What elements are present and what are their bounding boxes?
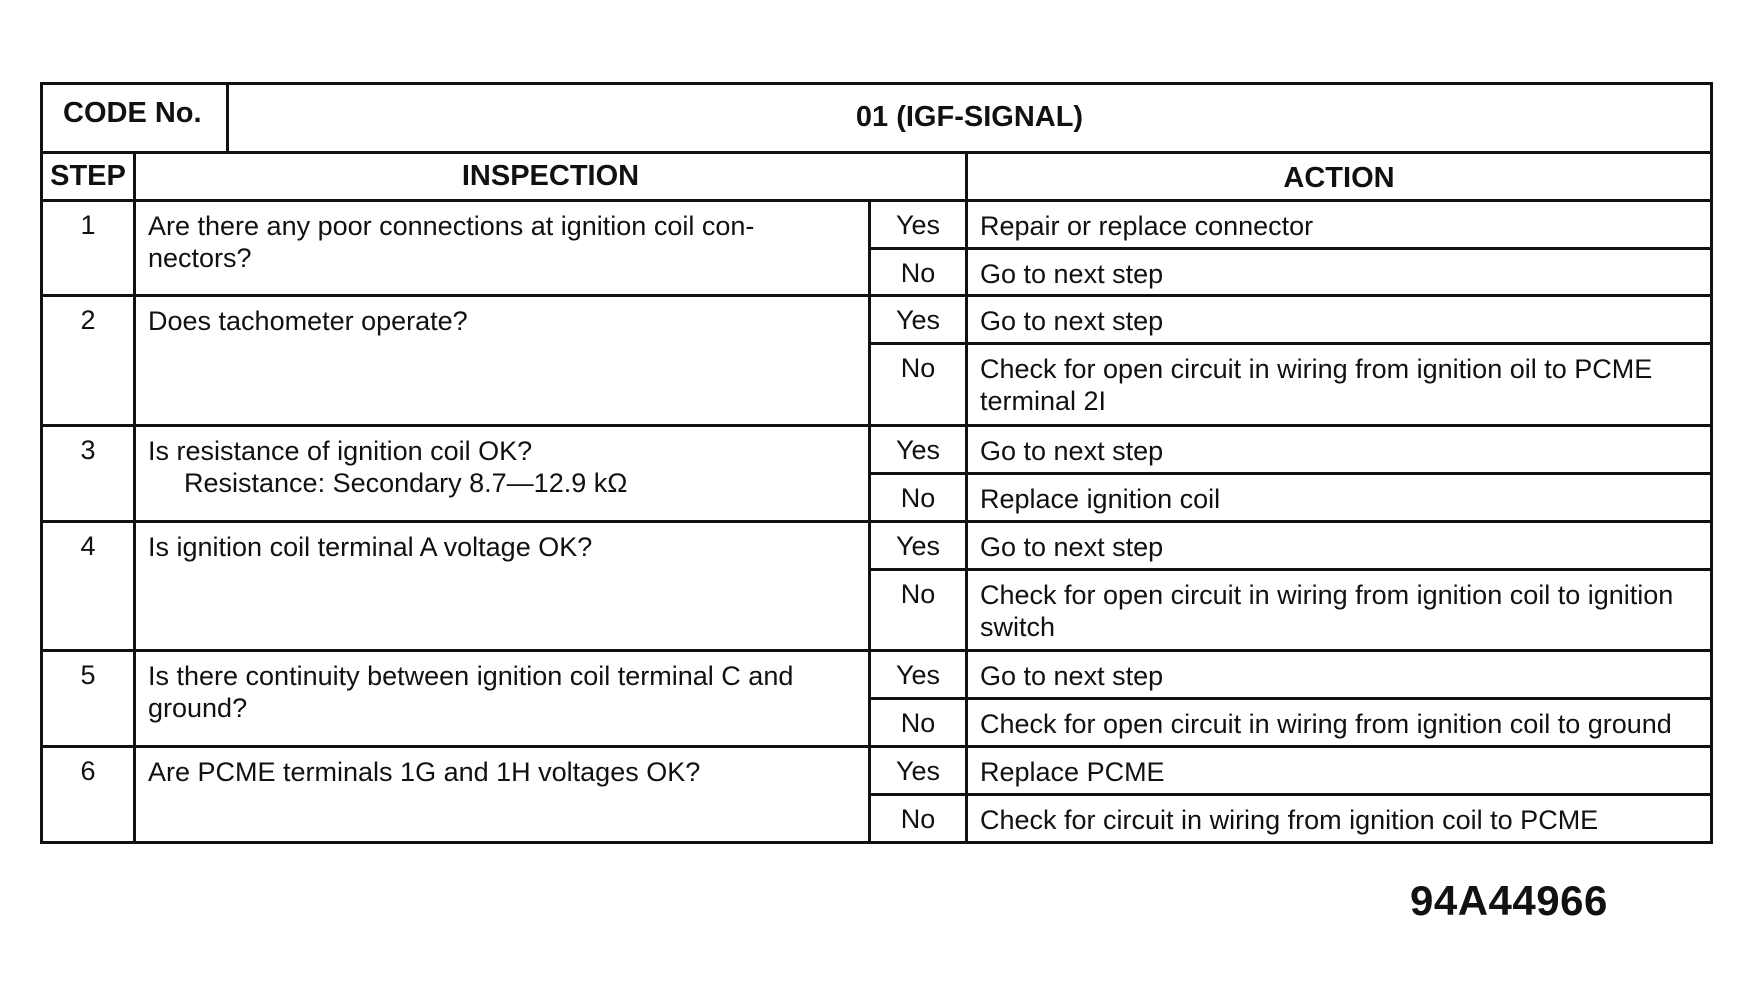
code-value: 01 (IGF-SIGNAL) <box>855 101 1084 133</box>
no-line <box>871 700 1710 745</box>
inspection-text <box>136 523 871 649</box>
yes-label: Yes <box>871 297 968 342</box>
no-line <box>871 571 1710 649</box>
code-header-row <box>43 85 1710 154</box>
no-action: Check for open circuit in wiring from ignition oil to PCME terminal 2I <box>980 354 1653 416</box>
step-number: 4 <box>43 523 136 649</box>
no-line <box>871 475 1710 520</box>
yes-action: Repair or replace connector <box>980 211 1314 241</box>
step-row-1 <box>43 202 1710 297</box>
answers <box>871 297 1710 424</box>
yes-action: Go to next step <box>980 306 1164 336</box>
no-label: No <box>871 345 968 424</box>
inspection-question: Is resistance of ignition coil OK? <box>148 436 533 466</box>
inspection-column-header: INSPECTION <box>136 154 968 202</box>
yes-label: Yes <box>871 748 968 793</box>
answers <box>871 202 1710 294</box>
no-label: No <box>871 796 968 841</box>
no-action: Check for open circuit in wiring from ignition coil to ground <box>980 709 1672 739</box>
no-label: No <box>871 571 968 649</box>
step-row-6 <box>43 748 1710 841</box>
yes-line <box>871 202 1710 250</box>
inspection-text <box>136 427 871 520</box>
step-row-5 <box>43 652 1710 748</box>
step-row-3 <box>43 427 1710 523</box>
yes-label: Yes <box>871 523 968 568</box>
no-action: Check for circuit in wiring from ignition coil to PCME <box>980 805 1599 835</box>
yes-label: Yes <box>871 202 968 247</box>
yes-action: Replace PCME <box>980 757 1165 787</box>
yes-line <box>871 427 1710 475</box>
no-action: Go to next step <box>980 259 1164 289</box>
inspection-question: Are there any poor connections at ignition coil con-nectors? <box>148 211 755 273</box>
yes-label: Yes <box>871 427 968 472</box>
no-label: No <box>871 250 968 294</box>
no-action: Check for open circuit in wiring from ignition coil to ignition switch <box>980 580 1674 642</box>
inspection-question: Does tachometer operate? <box>148 306 468 336</box>
answers <box>871 748 1710 841</box>
diagnostic-table <box>40 82 1713 844</box>
inspection-text <box>136 652 871 745</box>
step-number: 1 <box>43 202 136 294</box>
no-action: Replace ignition coil <box>980 484 1221 514</box>
answers <box>871 523 1710 649</box>
yes-action: Go to next step <box>980 661 1164 691</box>
no-line <box>871 345 1710 424</box>
no-line <box>871 250 1710 294</box>
no-label: No <box>871 700 968 745</box>
action-column-header: ACTION <box>968 154 1710 202</box>
yes-action: Go to next step <box>980 532 1164 562</box>
step-column-header: STEP <box>43 154 136 202</box>
inspection-text <box>136 202 871 294</box>
inspection-question: Are PCME terminals 1G and 1H voltages OK? <box>148 757 701 787</box>
code-label: CODE No. <box>43 85 229 151</box>
no-label: No <box>871 475 968 520</box>
step-number: 2 <box>43 297 136 424</box>
inspection-text <box>136 297 871 424</box>
no-line <box>871 796 1710 841</box>
inspection-question: Is there continuity between ignition coil terminal C and ground? <box>148 661 794 723</box>
step-number: 3 <box>43 427 136 520</box>
figure-id: 94A44966 <box>1410 877 1608 924</box>
yes-line <box>871 523 1710 571</box>
step-row-4 <box>43 523 1710 652</box>
inspection-question: Is ignition coil terminal A voltage OK? <box>148 532 593 562</box>
yes-action: Go to next step <box>980 436 1164 466</box>
yes-line <box>871 652 1710 700</box>
step-row-2 <box>43 297 1710 427</box>
yes-line <box>871 748 1710 796</box>
inspection-text <box>136 748 871 841</box>
resistance-spec: Resistance: Secondary 8.7—12.9 kΩ <box>184 468 628 498</box>
step-number: 6 <box>43 748 136 841</box>
answers <box>871 427 1710 520</box>
step-number: 5 <box>43 652 136 745</box>
yes-label: Yes <box>871 652 968 697</box>
answers <box>871 652 1710 745</box>
yes-line <box>871 297 1710 345</box>
